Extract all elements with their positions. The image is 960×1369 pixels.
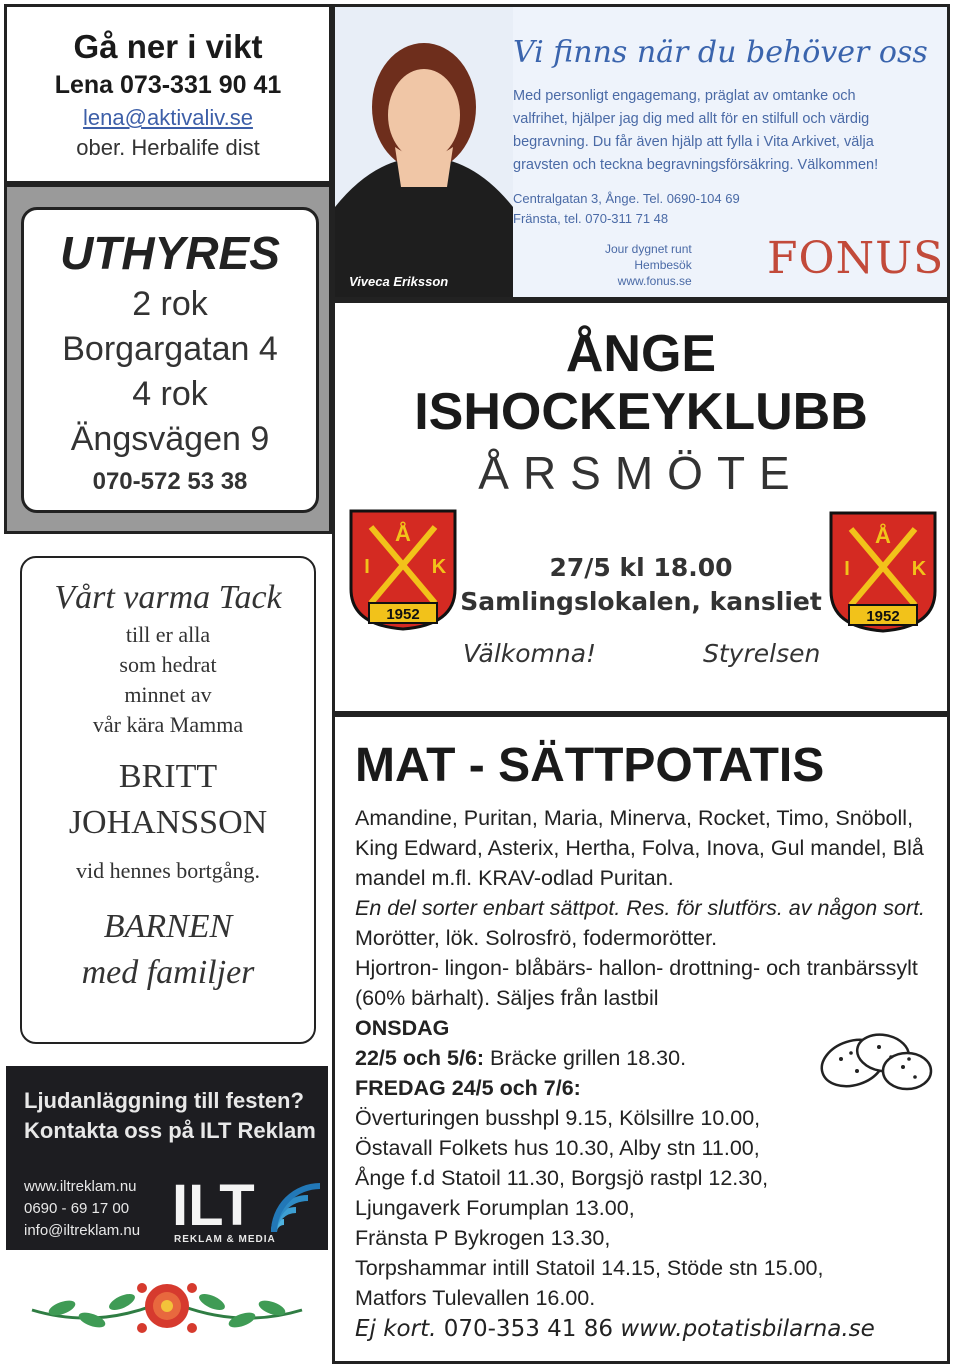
ilt-phone: 0690 - 69 17 00: [24, 1200, 130, 1217]
thanks-name: [22, 754, 314, 846]
club-crest-icon: [825, 509, 941, 635]
schedule-day1-dates: 22/5 och 5/6:: [355, 1046, 485, 1070]
ilt-contact: [24, 1176, 140, 1242]
ilt-web-link[interactable]: www.iltreklam.nu: [24, 1178, 137, 1195]
ad-hockey-meeting: [332, 300, 950, 714]
ad-weight-loss: [4, 4, 332, 184]
schedule-stop: Överturingen busshpl 9.15, Kölsillre 10.00,: [355, 1106, 761, 1130]
fonus-service: [605, 241, 692, 289]
potato-footer: [355, 1313, 947, 1345]
weight-loss-email-link[interactable]: lena@aktivaliv.se: [83, 105, 253, 130]
potato-notes-italic: En del sorter enbart sättpot. Res. för slutförs. av någon sort.: [355, 896, 926, 920]
thanks-line: som hedrat: [119, 652, 217, 677]
ilt-question-line: Kontakta oss på ILT Reklam: [24, 1118, 316, 1143]
svg-text:1952: 1952: [866, 608, 900, 625]
hockey-welcome: Välkomna!: [463, 639, 597, 668]
person-photo: [335, 7, 513, 300]
rental-phone: 070-572 53 38: [92, 468, 248, 495]
svg-text:1952: 1952: [386, 606, 420, 623]
fonus-body-line: gravsten och teckna begravningsförsäkring. Välkommen!: [513, 157, 879, 173]
hockey-date: 27/5 kl 18.00: [549, 553, 733, 582]
fonus-service-line: Jour dygnet runt: [605, 242, 692, 256]
schedule-stop: Matfors Tulevallen 16.00.: [355, 1286, 596, 1310]
portrait-image: [335, 7, 513, 300]
fonus-body-line: begravning. Du får även hjälp att fylla i Vita Arkivet, välja: [513, 134, 874, 150]
svg-text:K: K: [431, 556, 447, 578]
thanks-name-last: JOHANSSON: [68, 804, 268, 841]
ad-thank-you: [20, 556, 316, 1044]
hockey-title-line: ÅNGE: [565, 325, 717, 383]
thanks-title: Vårt varma Tack: [54, 579, 282, 616]
ilt-question: [24, 1086, 316, 1146]
potatoes-icon: [817, 1023, 935, 1097]
schedule-stop: Ånge f.d Statoil 11.30, Borgsjö rastpl 12.30,: [355, 1166, 769, 1190]
thanks-line: till er alla: [125, 622, 211, 647]
no-card-note: Ej kort.: [355, 1316, 437, 1342]
hockey-signature: Styrelsen: [703, 639, 821, 668]
hockey-title: [335, 325, 947, 441]
potato-varieties: Amandine, Puritan, Maria, Minerva, Rocket, Timo, Snöboll, King Edward, Asterix, Hertha, Folva, Inova, Gul mandel, Blå mandel m.fl. KRAV-odlad Puritan.: [355, 806, 924, 890]
svg-text:I: I: [364, 556, 370, 578]
schedule-day2: FREDAG 24/5 och 7/6:: [355, 1076, 581, 1100]
thanks-name-first: BRITT: [118, 758, 218, 795]
svg-text:Å: Å: [395, 521, 411, 546]
fonus-body: [513, 85, 933, 177]
thanks-line: minnet av: [124, 682, 212, 707]
thanks-from-line: BARNEN: [103, 908, 233, 945]
thanks-from: [22, 904, 314, 996]
fonus-web-link[interactable]: www.fonus.se: [617, 274, 692, 288]
thanks-line: vår kära Mamma: [92, 712, 244, 737]
weight-loss-contact: Lena 073-331 90 41: [54, 71, 282, 99]
ad-rental-frame: [4, 184, 332, 534]
weight-loss-title: Gå ner i vikt: [73, 28, 263, 65]
fonus-body-line: Med personligt engagemang, präglat av omtanke och: [513, 88, 856, 104]
hockey-place: Samlingslokalen, kansliet: [460, 587, 822, 616]
potato-web-link[interactable]: www.potatisbilarna.se: [620, 1316, 875, 1342]
schedule-day1-place: Bräcke grillen 18.30.: [484, 1046, 687, 1070]
thanks-occasion: vid hennes bortgång.: [76, 858, 260, 883]
hockey-title-line: ISHOCKEYKLUBB: [414, 383, 868, 441]
thanks-from-line: med familjer: [81, 954, 255, 991]
ilt-logo-sub: REKLAM & MEDIA: [174, 1234, 276, 1245]
rental-line: 4 rok: [132, 375, 208, 413]
ad-rental: [21, 207, 319, 513]
fonus-address-line: Centralgatan 3, Ånge. Tel. 0690-104 69: [513, 191, 740, 206]
flower-ornament-icon: [12, 1258, 322, 1358]
ad-fonus: [332, 4, 950, 300]
potato-phone: 070-353 41 86: [436, 1316, 621, 1342]
fonus-headline: Vi finns när du behöver oss: [513, 35, 928, 70]
ad-ilt-reklam: [6, 1066, 328, 1250]
rental-line: Borgargatan 4: [62, 330, 278, 368]
signal-waves-icon: [268, 1182, 326, 1238]
schedule-stop: Fränsta P Bykrogen 13.30,: [355, 1226, 611, 1250]
ilt-email-link[interactable]: info@iltreklam.nu: [24, 1222, 141, 1239]
schedule-day1: ONSDAG: [355, 1016, 450, 1040]
potato-jams: Hjortron- lingon- blåbärs- hallon- drottning- och tranbärssylt (60% bärhalt). Säljes från lastbil: [355, 956, 918, 1010]
fonus-logo: FONUS: [767, 233, 945, 284]
fonus-body-line: valfrihet, hjälper jag dig med allt för en stilfull och värdig: [513, 111, 870, 127]
fonus-service-line: Hembesök: [634, 258, 692, 272]
schedule-stop: Torpshammar intill Statoil 14.15, Stöde stn 15.00,: [355, 1256, 824, 1280]
person-name: Viveca Eriksson: [349, 274, 449, 289]
schedule-stop: Ljungaverk Forumplan 13.00,: [355, 1196, 635, 1220]
potato-notes-rest: Morötter, lök. Solrosfrö, fodermorötter.: [355, 926, 718, 950]
potato-notes: [355, 893, 947, 953]
potato-title: MAT - SÄTTPOTATIS: [355, 739, 825, 792]
svg-text:I: I: [844, 558, 850, 580]
schedule-stop: Östavall Folkets hus 10.30, Alby stn 11.00,: [355, 1136, 760, 1160]
ilt-question-line: Ljudanläggning till festen?: [24, 1088, 304, 1113]
rental-line: 2 rok: [132, 285, 208, 323]
club-crest-icon: [345, 507, 461, 633]
svg-text:Å: Å: [875, 523, 891, 548]
rental-line: Ängsvägen 9: [70, 420, 270, 458]
hockey-event: ÅRSMÖTE: [478, 447, 804, 499]
ilt-logo: ILT: [172, 1173, 255, 1238]
rental-title: UTHYRES: [60, 227, 280, 279]
weight-loss-note: ober. Herbalife dist: [76, 135, 260, 160]
ad-seed-potatoes: [332, 714, 950, 1364]
svg-text:K: K: [911, 558, 927, 580]
fonus-address-line: Fränsta, tel. 070-311 71 48: [513, 211, 669, 226]
fonus-address: [513, 189, 740, 229]
